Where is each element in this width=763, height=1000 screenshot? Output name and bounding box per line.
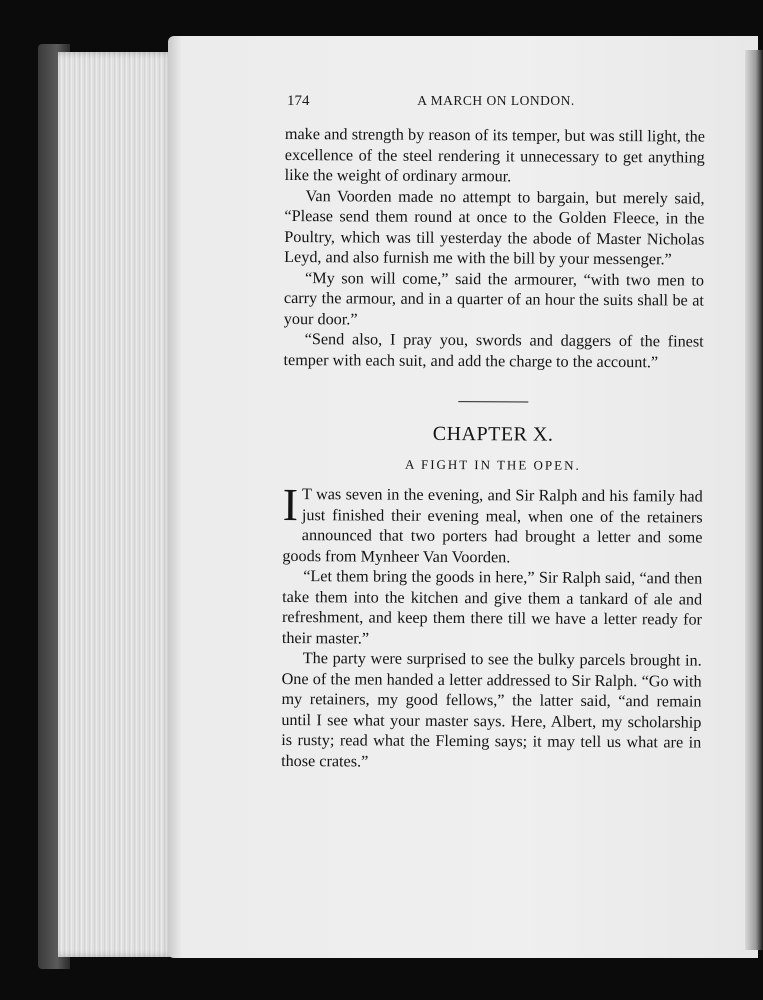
paragraph: “My son will come,” said the armourer, “with two men to carry the armour, and in a quarter of an hour the suits shall be at your door.” — [283, 268, 705, 328]
body-text — [281, 124, 705, 774]
page-gutter — [745, 50, 763, 950]
paragraph: Van Voorden made no attempt to bargain, but merely said, “Please send them round at once to the Golden Fleece, in the Poultry, which was till yesterday the abode of Master Nicholas Leyd, and also furnish me with the bill by your messenger.” — [284, 186, 705, 269]
page-number: 174 — [287, 93, 310, 109]
page-stack-edges — [58, 52, 176, 957]
paragraph: “Let them bring the goods in here,” Sir Ralph said, “and then take them into the kitchen and give them a tankard of ale and refreshment, and keep them there till we have a letter ready for their master.” — [281, 567, 703, 648]
paragraph-text: T was seven in the evening, and Sir Ralph and his family had just finished their evening meal, when one of the retainers announced that two porters had brought a letter and some goods from Mynheer Van Voorden. — [282, 485, 703, 566]
drop-cap: I — [282, 478, 299, 531]
page-header — [287, 93, 705, 113]
paragraph: make and strength by reason of its temper, but was still light, the excellence of the steel rendering it unnecessary to get anything like the weight of ordinary armour. — [284, 124, 705, 186]
paragraph: The party were surprised to see the bulky parcels brought in. One of the men handed a letter addressed to Sir Ralph. “Go with my retainers, my good fellows,” the latter said, “and remain until I see what your master says. Here, Albert, my scholarship is rusty; read what the Fleming says; it may tell us what are in those crates.” — [281, 649, 702, 771]
paragraph: “Send also, I pray you, swords and daggers of the finest temper with each suit, and add the charge to the account.” — [283, 330, 704, 371]
section-divider — [458, 401, 528, 402]
chapter-title: CHAPTER X. — [432, 422, 554, 446]
chapter-subtitle: A FIGHT IN THE OPEN. — [405, 456, 581, 473]
paragraph-with-drop-cap — [282, 478, 703, 569]
running-head: A MARCH ON LONDON. — [417, 93, 575, 108]
